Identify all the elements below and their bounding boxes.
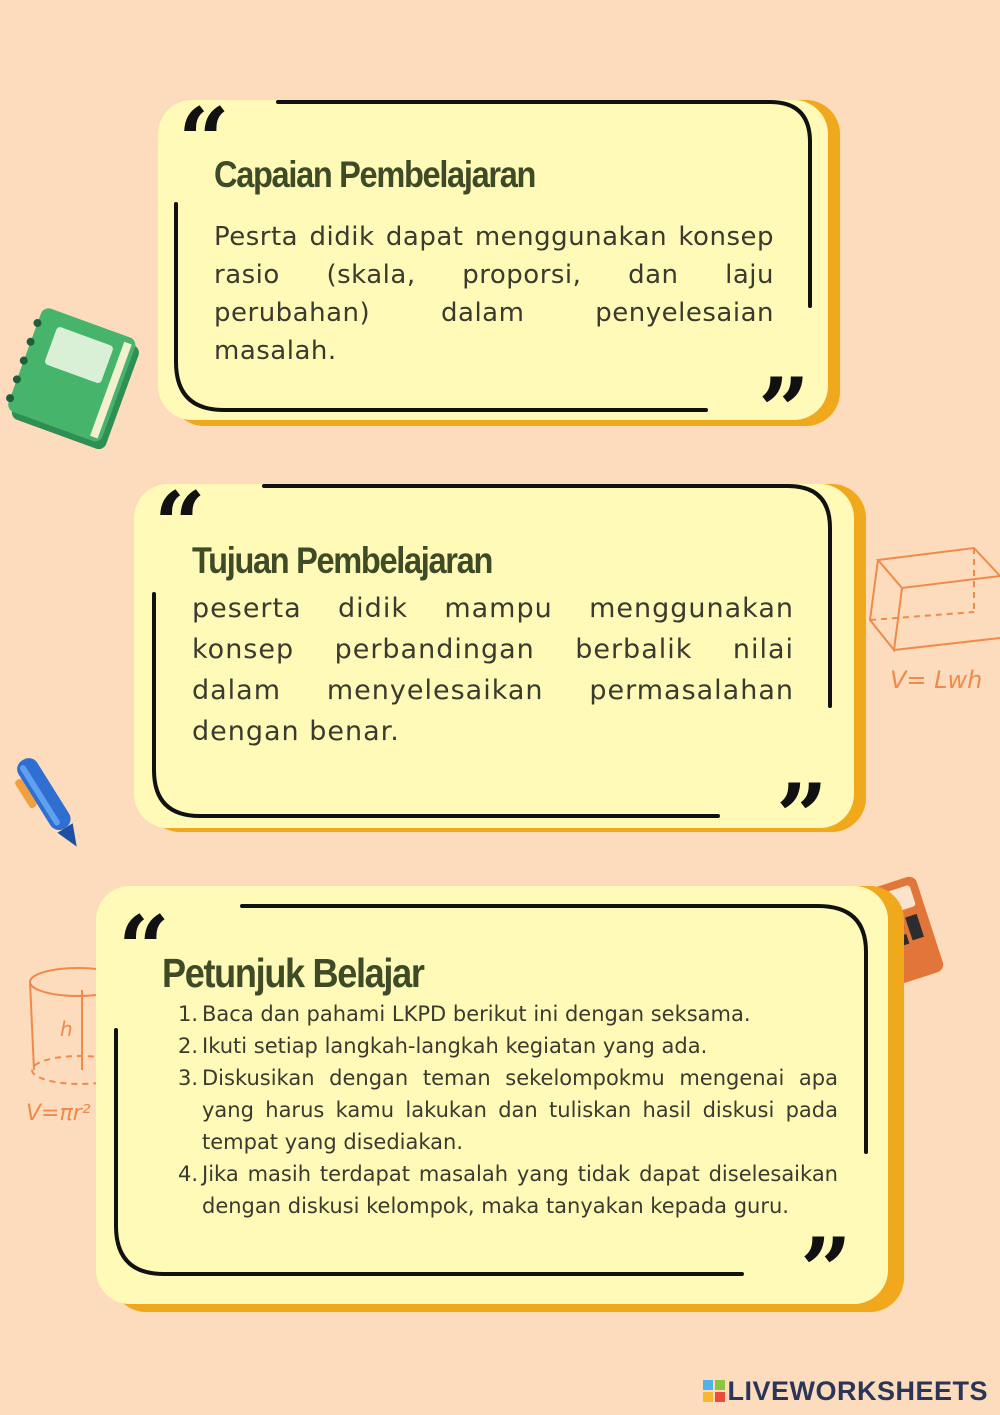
cuboid-formula: V= Lwh xyxy=(890,666,983,694)
svg-text:h: h xyxy=(60,1017,73,1041)
petunjuk-close-quote: ” xyxy=(800,1218,852,1324)
notebook-icon xyxy=(4,306,150,456)
step-number: 3. xyxy=(177,1066,198,1090)
petunjuk-open-quote: “ xyxy=(118,896,170,1002)
capaian-card xyxy=(158,88,828,464)
petunjuk-card xyxy=(96,886,888,1324)
step-item xyxy=(164,1062,838,1158)
liveworksheets-brand[interactable] xyxy=(703,1376,988,1407)
tujuan-open-quote: “ xyxy=(154,472,206,578)
step-item xyxy=(164,1030,838,1062)
step-number: 2. xyxy=(177,1034,198,1058)
step-number: 1. xyxy=(177,1002,198,1026)
step-text: Baca dan pahami LKPD berikut ini dengan seksama. xyxy=(202,1002,751,1026)
step-text: Jika masih terdapat masalah yang tidak dapat diselesaikan dengan diskusi kelompok, maka tanyakan kepada guru. xyxy=(202,1162,838,1218)
cylinder-formula: V=πr² xyxy=(26,1101,91,1126)
tujuan-title: Tujuan Pembelajaran xyxy=(192,540,493,581)
capaian-close-quote: ” xyxy=(758,358,810,464)
cuboid-sketch-icon xyxy=(862,540,1000,700)
brand-text: LIVEWORKSHEETS xyxy=(727,1376,988,1406)
petunjuk-steps xyxy=(164,998,838,1222)
tujuan-body: peserta didik mampu menggunakan konsep perbandingan berbalik nilai dalam menyelesaikan permasalahan dengan benar. xyxy=(192,593,794,747)
step-item xyxy=(164,1158,838,1222)
step-text: Diskusikan dengan teman sekelompokmu mengenai apa yang harus kamu lakukan dan tuliskan hasil diskusi pada tempat yang disediakan. xyxy=(202,1066,838,1154)
petunjuk-title: Petunjuk Belajar xyxy=(162,950,424,996)
step-text: Ikuti setiap langkah-langkah kegiatan yang ada. xyxy=(202,1034,708,1058)
liveworksheets-logo-icon xyxy=(703,1380,725,1402)
tujuan-close-quote: ” xyxy=(776,764,828,870)
step-number: 4. xyxy=(177,1162,198,1186)
capaian-open-quote: “ xyxy=(178,88,230,194)
capaian-title: Capaian Pembelajaran xyxy=(214,154,536,195)
pen-icon xyxy=(8,744,92,860)
capaian-body: Pesrta didik dapat menggunakan konsep rasio (skala, proporsi, dan laju perubahan) dalam penyelesaian masalah. xyxy=(214,222,774,366)
step-item xyxy=(164,998,838,1030)
tujuan-card xyxy=(134,472,854,870)
